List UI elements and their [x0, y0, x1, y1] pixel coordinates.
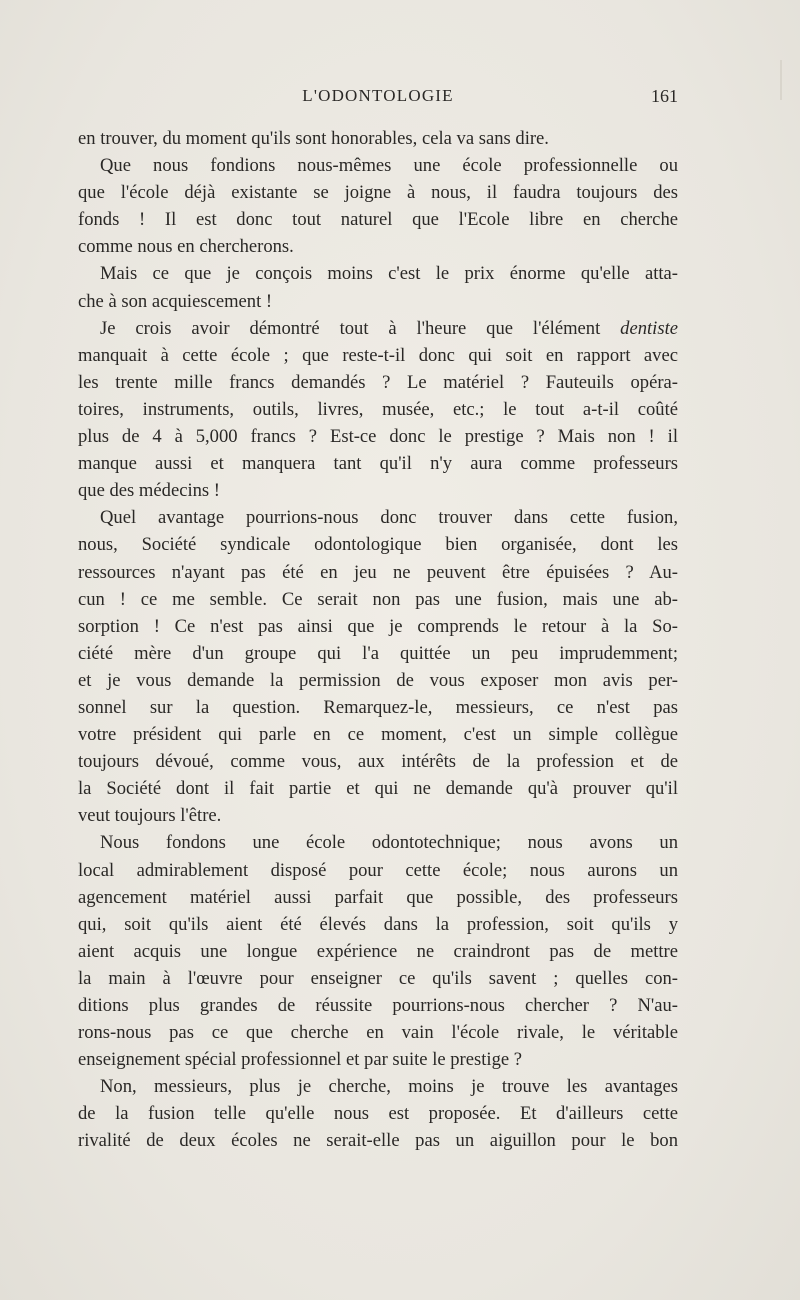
- text-line: et je vous demande la permission de vous exposer mon avis per-: [78, 669, 678, 691]
- text-line: Quel avantage pourrions-nous donc trouver dans cette fusion,: [100, 507, 678, 529]
- text-line: ditions plus grandes de réussite pourrions-nous chercher ? N'au-: [78, 995, 678, 1016]
- text-line: aient acquis une longue expérience ne craindront pas de mettre: [78, 940, 678, 962]
- page-number: 161: [651, 86, 678, 106]
- text-line: local admirablement disposé pour cette école; nous aurons un: [78, 859, 678, 881]
- text-line: Non, messieurs, plus je cherche, moins je trouve les avantages: [100, 1076, 678, 1098]
- text-line: Que nous fondions nous-mêmes une école professionnelle ou: [100, 155, 678, 177]
- text-line: votre président qui parle en ce moment, c'est un simple collègue: [78, 724, 678, 746]
- running-head: [78, 86, 678, 112]
- text-line: Je crois avoir démontré tout à l'heure que l'élément dentiste: [100, 317, 678, 339]
- body-text: [78, 125, 678, 1155]
- text-line: Mais ce que je conçois moins c'est le prix énorme qu'elle atta-: [100, 263, 678, 285]
- text-line: que l'école déjà existante se joigne à nous, il faudra toujours des: [78, 182, 678, 204]
- text-line: ressources n'ayant pas été en jeu ne peuvent être épuisées ? Au-: [78, 561, 678, 583]
- text-line: que des médecins !: [78, 480, 220, 502]
- text-line: agencement matériel aussi parfait que possible, des professeurs: [78, 886, 678, 908]
- page-edge-shadow: [780, 60, 782, 100]
- text-line: comme nous en chercherons.: [78, 236, 294, 258]
- text-line: Nous fondons une école odontotechnique; nous avons un: [100, 832, 678, 854]
- text-line: toujours dévoué, comme vous, aux intérêts de la profession et de: [78, 751, 678, 773]
- running-title: L'ODONTOLOGIE: [302, 86, 454, 105]
- text-line: sonnel sur la question. Remarquez-le, messieurs, ce n'est pas: [78, 696, 678, 718]
- text-line: manque aussi et manquera tant qu'il n'y aura comme professeurs: [78, 453, 678, 475]
- text-line: les trente mille francs demandés ? Le matériel ? Fauteuils opéra-: [78, 371, 678, 393]
- text-line: sorption ! Ce n'est pas ainsi que je comprends le retour à la So-: [78, 615, 678, 637]
- text-line: toires, instruments, outils, livres, musée, etc.; le tout a-t-il coûté: [78, 398, 678, 420]
- text-line: cun ! ce me semble. Ce serait non pas une fusion, mais une ab-: [78, 588, 678, 610]
- text-line: nous, Société syndicale odontologique bien organisée, dont les: [78, 534, 678, 556]
- text-line: de la fusion telle qu'elle nous est proposée. Et d'ailleurs cette: [78, 1103, 678, 1125]
- text-line: la main à l'œuvre pour enseigner ce qu'ils savent ; quelles con-: [78, 967, 678, 989]
- text-line: plus de 4 à 5,000 francs ? Est-ce donc le prestige ? Mais non ! il: [78, 426, 678, 448]
- text-line: qui, soit qu'ils aient été élevés dans la profession, soit qu'ils y: [78, 913, 678, 935]
- text-line: che à son acquiescement !: [78, 290, 273, 312]
- text-line: veut toujours l'être.: [78, 805, 222, 827]
- text-line: fonds ! Il est donc tout naturel que l'Ecole libre en cherche: [78, 209, 678, 231]
- text-line: enseignement spécial professionnel et par suite le prestige ?: [78, 1049, 523, 1071]
- text-line: en trouver, du moment qu'ils sont honorables, cela va sans dire.: [78, 128, 549, 149]
- text-line: rons-nous pas ce que cherche en vain l'école rivale, le véritable: [78, 1022, 678, 1044]
- text-line: ciété mère d'un groupe qui l'a quittée un peu imprudemment;: [78, 642, 678, 664]
- text-line: la Société dont il fait partie et qui ne demande qu'à prouver qu'il: [78, 778, 678, 800]
- text-line: rivalité de deux écoles ne serait-elle pas un aiguillon pour le bon: [78, 1130, 678, 1152]
- text-line: manquait à cette école ; que reste-t-il donc qui soit en rapport avec: [78, 344, 678, 366]
- emphasis: dentiste: [620, 317, 678, 339]
